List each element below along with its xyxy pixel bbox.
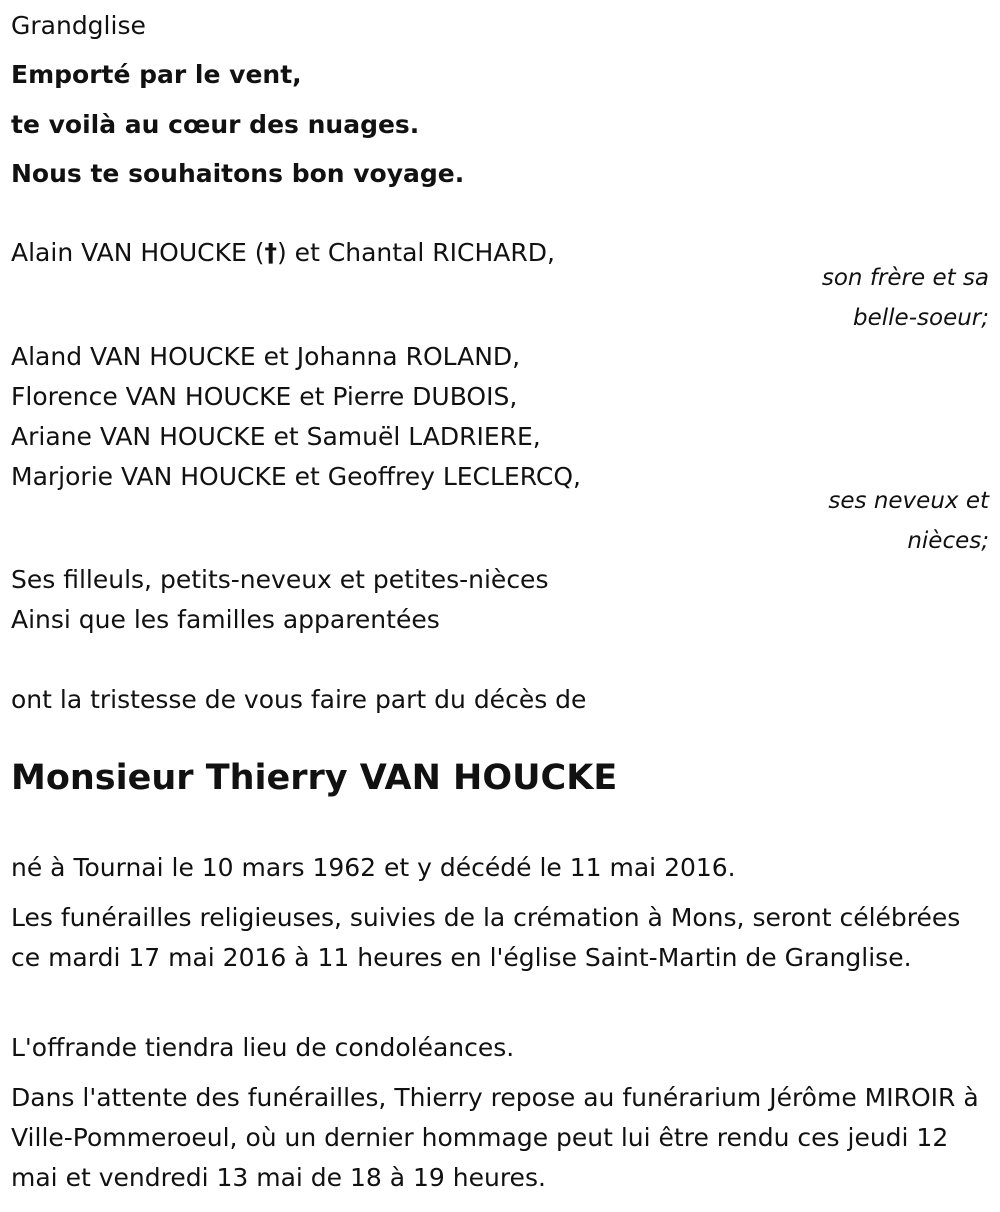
poem-line-2: te voilà au cœur des nuages. <box>11 110 420 139</box>
deceased-name: Monsieur Thierry VAN HOUCKE <box>11 758 618 798</box>
nephew-line-3: Ariane VAN HOUCKE et Samuël LADRIERE, <box>11 422 541 451</box>
nephew-relation-2: nièces; <box>907 528 989 554</box>
brother-name: Alain VAN HOUCKE ( <box>11 238 265 267</box>
others-line-2: Ainsi que les familles apparentées <box>11 605 440 634</box>
brother-relation-1: son frère et sa <box>821 265 989 291</box>
poem-line-3: Nous te souhaitons bon voyage. <box>11 159 465 188</box>
visitation-text: Dans l'attente des funérailles, Thierry repose au funérarium Jérôme MIROIR à Ville-Pommeroeul, où un dernier hommage peut lui être rendu ces jeudi 12 mai et vendredi 13 mai de 18 à 19 heures. <box>11 1083 979 1192</box>
nephew-line-4: Marjorie VAN HOUCKE et Geoffrey LECLERCQ, <box>11 462 581 491</box>
brother-line <box>11 233 555 273</box>
nephew-relation-1: ses neveux et <box>828 488 989 514</box>
birth-text: né à Tournai le 10 mars 1962 et y décédé le 11 mai 2016. <box>11 853 736 882</box>
funeral-text: Les funérailles religieuses, suivies de la crémation à Mons, seront célébrées ce mardi 17 mai 2016 à 11 heures en l'église Saint-Martin de Granglise. <box>11 903 961 972</box>
cross-icon: † <box>264 238 277 267</box>
poem-line-1: Emporté par le vent, <box>11 60 302 89</box>
nephew-line-2: Florence VAN HOUCKE et Pierre DUBOIS, <box>11 382 518 411</box>
offering-text: L'offrande tiendra lieu de condoléances. <box>11 1033 515 1062</box>
announcement-text: ont la tristesse de vous faire part du décès de <box>11 685 587 714</box>
nephew-line-1: Aland VAN HOUCKE et Johanna ROLAND, <box>11 342 521 371</box>
sister-in-law-name: ) et Chantal RICHARD, <box>276 238 555 267</box>
brother-relation-2: belle-soeur; <box>853 305 989 331</box>
place-name: Grandglise <box>11 11 146 40</box>
others-line-1: Ses filleuls, petits-neveux et petites-nièces <box>11 565 549 594</box>
